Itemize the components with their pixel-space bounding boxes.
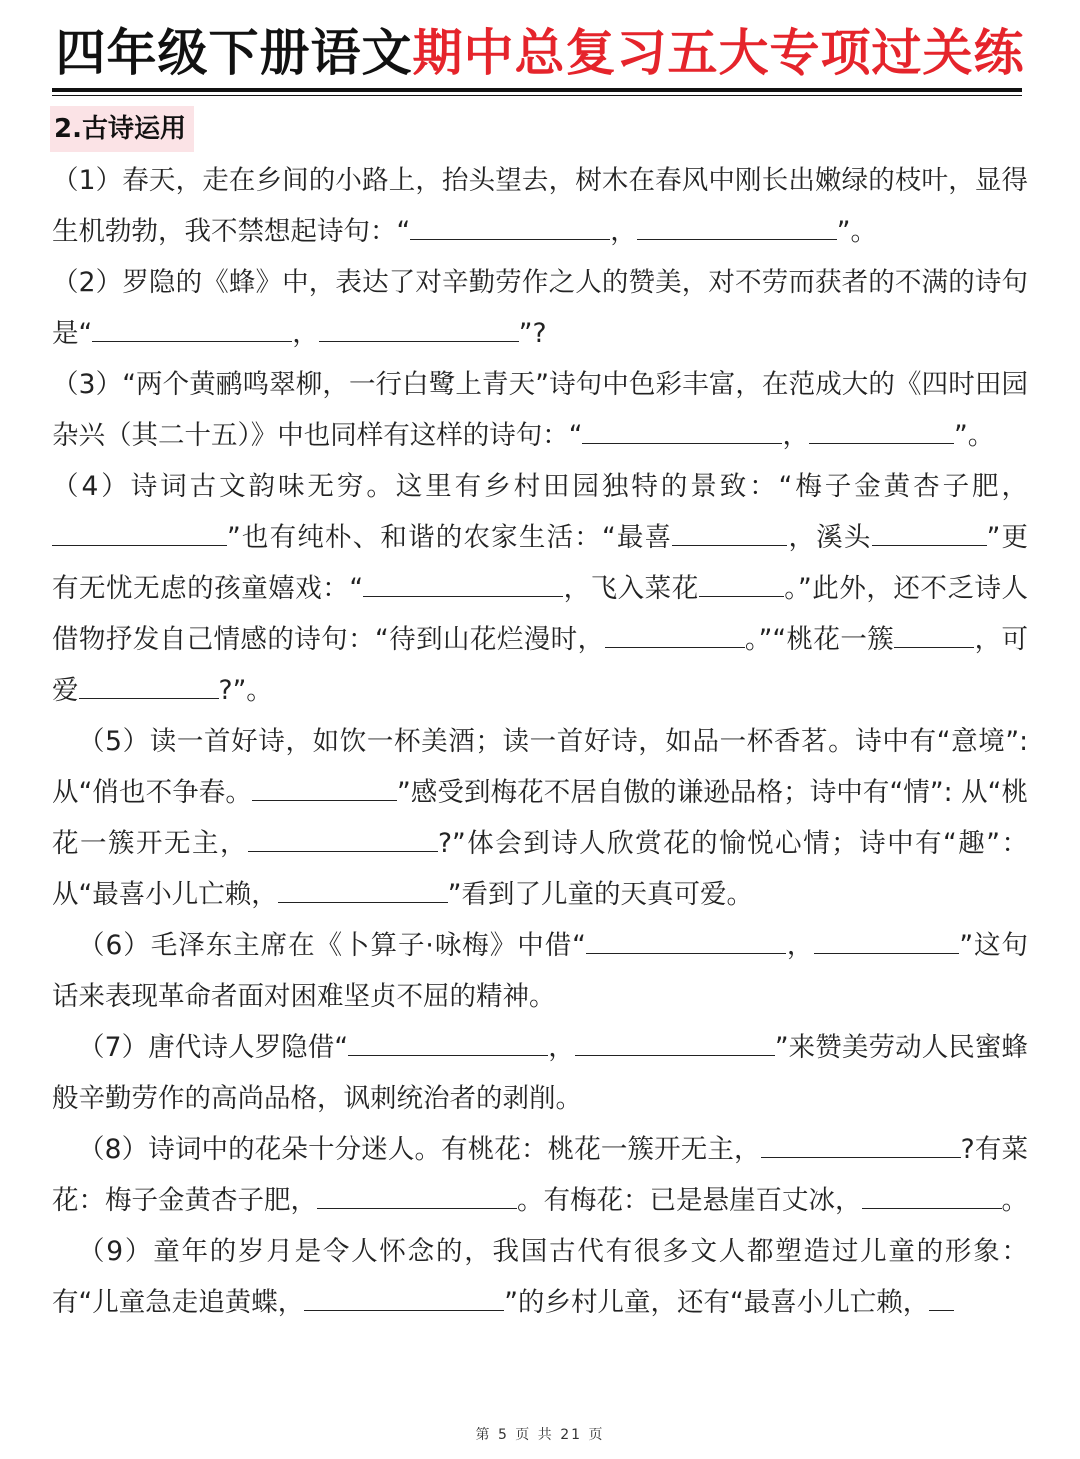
answer-blank[interactable]	[582, 421, 782, 444]
q9-text-2: ”的乡村儿童，还有“最喜小儿亡赖，	[504, 1287, 930, 1318]
answer-blank[interactable]	[252, 778, 397, 801]
answer-blank[interactable]	[248, 829, 438, 852]
question-6	[52, 920, 1028, 1022]
question-1	[52, 155, 1028, 257]
q2-text-1: （2）罗隐的《蜂》中，表达了对辛勤劳作之人的赞美，对不劳而获者的不满的诗句是“	[52, 267, 1028, 349]
q2-text-2: ，	[292, 318, 319, 349]
q5-text-4: ”看到了儿童的天真可爱。	[447, 879, 753, 910]
answer-blank[interactable]	[699, 574, 784, 597]
page-header	[0, 18, 1080, 88]
answer-blank[interactable]	[410, 217, 610, 240]
answer-blank[interactable]	[872, 523, 987, 546]
answer-blank[interactable]	[814, 931, 959, 954]
answer-blank[interactable]	[761, 1135, 961, 1158]
q1-text-1: （1）春天，走在乡间的小路上，抬头望去，树木在春风中刚长出嫩绿的枝叶，显得生机勃勃，我不禁想起诗句：“	[52, 165, 1028, 247]
q4-text-8: ，可爱	[52, 624, 1028, 706]
q8-text-3: 。有梅花：已是悬崖百丈冰，	[517, 1185, 862, 1216]
answer-blank[interactable]	[605, 625, 745, 648]
q4-text-7: 。”“桃花一簇	[744, 624, 895, 655]
q4-text-2: ”也有纯朴、和谐的农家生活：“最喜	[227, 522, 673, 553]
q7-text-2: ，	[548, 1032, 575, 1063]
question-4	[52, 461, 1028, 716]
header-rule-thick	[52, 88, 1022, 92]
q6-text-3: ”这句话来表现革命者面对困难坚贞不屈的精神。	[52, 930, 1029, 1012]
answer-blank[interactable]	[52, 523, 227, 546]
q4-text-1: （4）诗词古文韵味无穷。这里有乡村田园独特的景致：“梅子金黄杏子肥，	[52, 471, 1028, 502]
title-black: 四年级下册语文	[55, 24, 413, 82]
answer-blank[interactable]	[348, 1033, 548, 1056]
answer-blank[interactable]	[862, 1186, 917, 1209]
question-9	[52, 1226, 1028, 1328]
page-number: 第 5 页 共 21 页	[475, 1427, 605, 1443]
answer-blank[interactable]	[637, 217, 837, 240]
q4-text-9: ?”。	[218, 675, 273, 706]
q3-text-2: ，	[782, 420, 809, 451]
answer-blank[interactable]	[304, 1288, 504, 1311]
q1-text-3: ”。	[836, 216, 877, 247]
questions-body	[52, 155, 1028, 1328]
q8-text-1: （8）诗词中的花朵十分迷人。有桃花：桃花一簇开无主，	[78, 1134, 761, 1165]
question-3	[52, 359, 1028, 461]
q1-text-2: ，	[610, 216, 637, 247]
question-5	[52, 716, 1028, 920]
question-7	[52, 1022, 1028, 1124]
q2-text-3: ”?	[518, 318, 547, 349]
q4-text-6: 。”此外，还不乏诗人借物抒发自己情感的诗句：“待到山花烂漫时，	[52, 573, 1029, 655]
answer-blank[interactable]	[586, 931, 786, 954]
q7-text-3: ”来赞美劳动人民蜜蜂般辛勤劳作的高尚品格，讽刺统治者的剥削。	[52, 1032, 1029, 1114]
question-8	[52, 1124, 1028, 1226]
section-title: 2.古诗运用	[50, 106, 194, 152]
q8-text-4: 。	[1001, 1185, 1028, 1216]
answer-blank[interactable]	[363, 574, 563, 597]
q7-text-1: （7）唐代诗人罗隐借“	[78, 1032, 349, 1063]
q6-text-1: （6）毛泽东主席在《卜算子·咏梅》中借“	[78, 930, 586, 961]
q3-text-1: （3）“两个黄鹂鸣翠柳，一行白鹭上青天”诗句中色彩丰富，在范成大的《四时田园杂兴（其二十五）》中也同样有这样的诗句：“	[52, 369, 1028, 451]
q5-text-2: ”感受到梅花不居自傲的谦逊品格；诗中有“情”: 从“桃花一簇开无主，	[52, 777, 1028, 859]
answer-blank[interactable]	[92, 319, 292, 342]
q4-text-5: ，飞入菜花	[563, 573, 699, 604]
q4-text-3: ，溪头	[787, 522, 872, 553]
title-red: 期中总复习五大专项过关练	[412, 24, 1025, 82]
q5-text-1: （5）读一首好诗，如饮一杯美酒；读一首好诗，如品一杯香茗。诗中有“意境”: 从“俏也不争春。	[52, 726, 1028, 808]
answer-blank[interactable]	[672, 523, 787, 546]
q3-text-3: ”。	[953, 420, 995, 451]
answer-blank[interactable]	[917, 1186, 1002, 1209]
answer-blank[interactable]	[278, 880, 448, 903]
header-rule-thin	[52, 95, 1022, 96]
q6-text-2: ，	[785, 930, 815, 961]
answer-blank[interactable]	[929, 1288, 954, 1311]
answer-blank[interactable]	[319, 319, 519, 342]
q9-text-1: （9）童年的岁月是令人怀念的，我国古代有很多文人都塑造过儿童的形象：有“儿童急走追黄蝶，	[52, 1236, 1028, 1318]
question-2	[52, 257, 1028, 359]
q4-text-4: ”更有无忧无虑的孩童嬉戏：“	[52, 522, 1028, 604]
answer-blank[interactable]	[317, 1186, 517, 1209]
answer-blank[interactable]	[894, 625, 974, 648]
answer-blank[interactable]	[809, 421, 954, 444]
q5-text-3: ?”体会到诗人欣赏花的愉悦心情；诗中有“趣”：从“最喜小儿亡赖，	[52, 828, 1028, 910]
answer-blank[interactable]	[575, 1033, 775, 1056]
q8-text-2: ?有菜花：梅子金黄杏子肥，	[52, 1134, 1028, 1216]
answer-blank[interactable]	[79, 676, 219, 699]
